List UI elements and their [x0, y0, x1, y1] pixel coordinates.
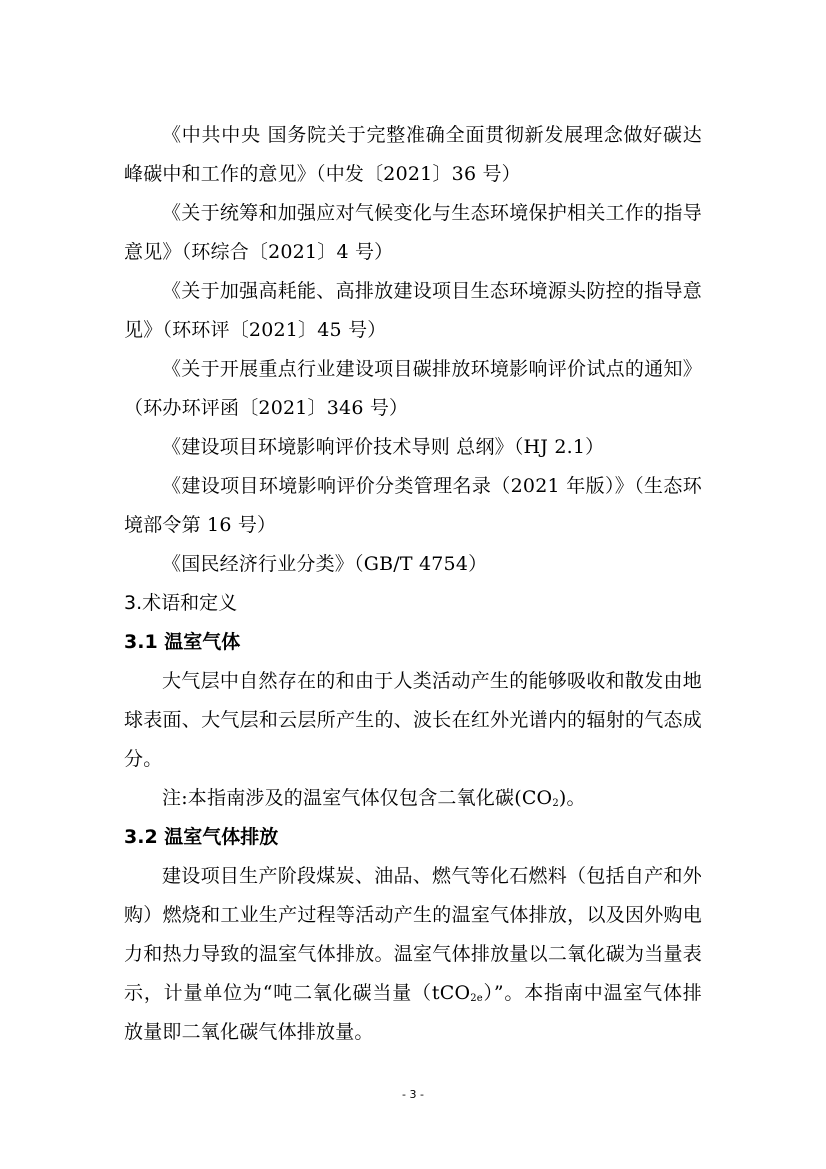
- emission-text-end: ）”。本指南中温室气体排放量即二氧化碳气体排放量。: [124, 982, 703, 1043]
- document-body: [124, 116, 702, 1052]
- reference-item: 《关于加强高耗能、高排放建设项目生态环境源头防控的指导意见》（环环评〔2021〕45 号）: [124, 280, 702, 341]
- greenhouse-gas-note: [124, 779, 702, 818]
- reference-item: 《关于统筹和加强应对气候变化与生态环境保护相关工作的指导意见》（环综合〔2021〕4 号）: [124, 202, 702, 263]
- note-subscript: 2: [552, 798, 559, 809]
- reference-item: 《建设项目环境影响评价技术导则 总纲》（HJ 2.1）: [162, 436, 605, 458]
- section-heading-greenhouse-gas-emission: 3.2 温室气体排放: [124, 826, 279, 848]
- reference-item: 《国民经济行业分类》（GB/T 4754）: [162, 553, 488, 575]
- note-text-end: )。: [558, 787, 586, 809]
- page-number: - 3 -: [402, 1088, 424, 1101]
- reference-item: 《建设项目环境影响评价分类管理名录（2021 年版）》（生态环境部令第 16 号）: [124, 475, 702, 536]
- section-heading-terms: 3.术语和定义: [124, 592, 238, 614]
- reference-item: 《关于开展重点行业建设项目碳排放环境影响评价试点的通知》（环办环评函〔2021〕346 号）: [124, 358, 702, 419]
- note-text: 注:本指南涉及的温室气体仅包含二氧化碳(CO: [162, 787, 553, 809]
- greenhouse-gas-definition: 大气层中自然存在的和由于人类活动产生的能够吸收和散发由地球表面、大气层和云层所产生的、波长在红外光谱内的辐射的气态成分。: [124, 670, 702, 770]
- greenhouse-gas-emission-definition: [124, 857, 702, 1052]
- emission-subscript: 2e: [470, 993, 483, 1004]
- emission-text: 建设项目生产阶段煤炭、油品、燃气等化石燃料（包括自产和外购）燃烧和工业生产过程等活动产生的温室气体排放，以及因外购电力和热力导致的温室气体排放。温室气体排放量以二氧化碳为当量表示，计量单位为“吨二氧化碳当量（tCO: [124, 865, 702, 1004]
- reference-item: 《中共中央 国务院关于完整准确全面贯彻新发展理念做好碳达峰碳中和工作的意见》（中发〔2021〕36 号）: [124, 124, 702, 185]
- section-heading-greenhouse-gas: 3.1 温室气体: [124, 631, 241, 653]
